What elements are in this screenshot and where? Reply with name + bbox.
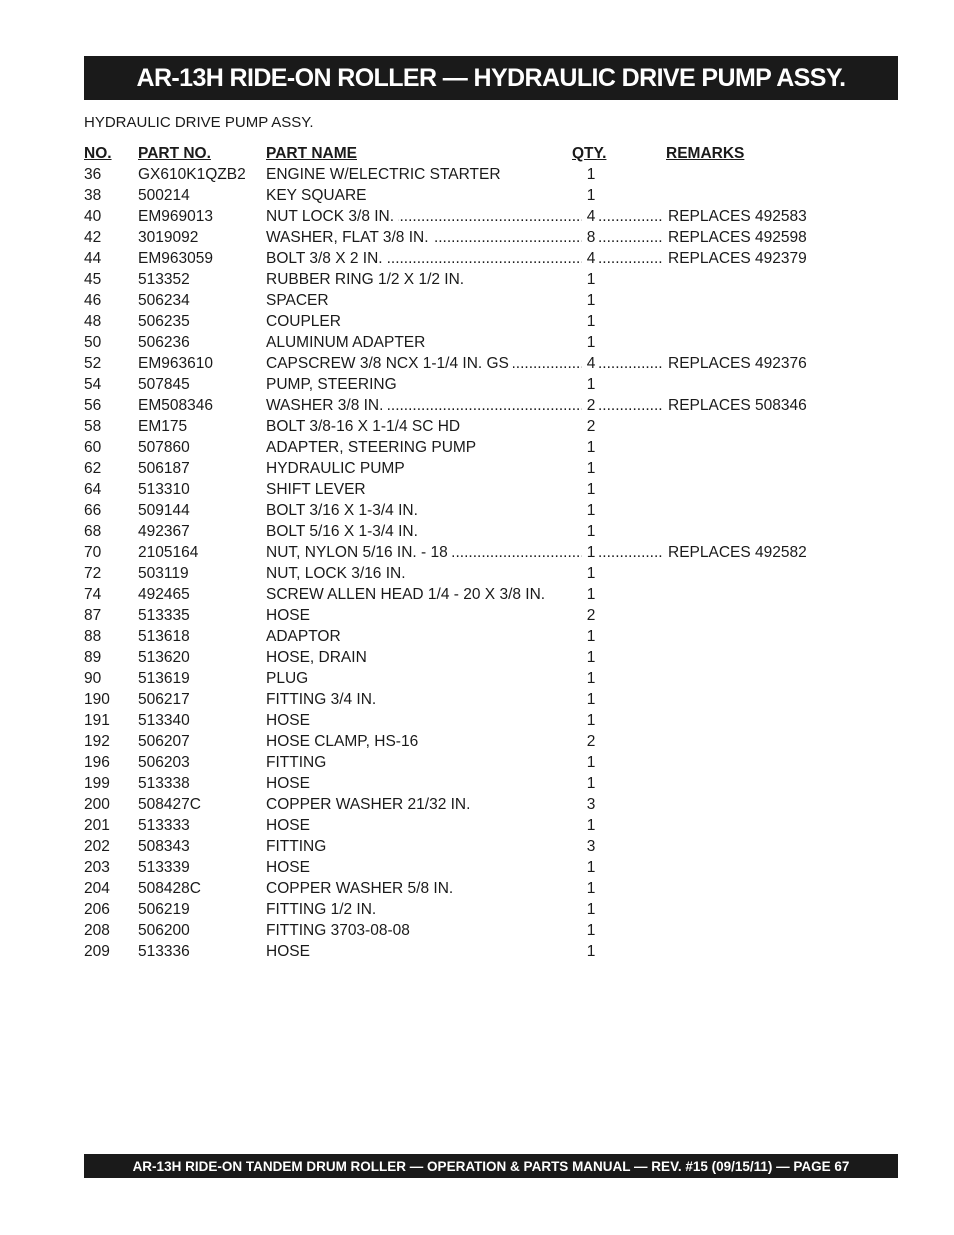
part-number: 507845 — [138, 376, 190, 393]
part-qty: 1 — [584, 941, 598, 962]
part-no-index: 36 — [84, 166, 102, 183]
part-no-index: 40 — [84, 208, 102, 225]
part-qty: 2 — [584, 605, 598, 626]
parts-row — [84, 878, 824, 899]
part-no-index: 42 — [84, 229, 102, 246]
part-qty: 4 — [584, 353, 598, 374]
parts-row — [84, 773, 824, 794]
parts-row — [84, 500, 824, 521]
part-name: FITTING 3/4 IN. — [266, 689, 380, 710]
part-no-index: 196 — [84, 754, 110, 771]
part-no-index: 90 — [84, 670, 102, 687]
part-name: FITTING — [266, 752, 330, 773]
part-qty: 1 — [584, 815, 598, 836]
part-name: PLUG — [266, 668, 312, 689]
part-name: BOLT 3/16 X 1-3/4 IN. — [266, 500, 422, 521]
part-name: HOSE — [266, 605, 314, 626]
parts-row — [84, 311, 824, 332]
parts-row — [84, 164, 824, 185]
part-remarks: REPLACES 508346 — [668, 397, 807, 414]
part-name: SHIFT LEVER — [266, 479, 370, 500]
header-qty: QTY. — [572, 145, 607, 162]
part-name: FITTING — [266, 836, 330, 857]
part-no-index: 68 — [84, 523, 102, 540]
part-name: FITTING 3703-08-08 — [266, 920, 414, 941]
part-qty: 1 — [584, 563, 598, 584]
part-name: COUPLER — [266, 311, 345, 332]
part-qty: 1 — [584, 626, 598, 647]
part-remarks: REPLACES 492598 — [668, 229, 807, 246]
part-qty: 2 — [584, 416, 598, 437]
parts-row — [84, 269, 824, 290]
part-number: 492367 — [138, 523, 190, 540]
part-number: EM963610 — [138, 355, 213, 372]
part-remarks: REPLACES 492379 — [668, 250, 807, 267]
dot-leader — [598, 206, 664, 227]
part-number: 513620 — [138, 649, 190, 666]
part-no-index: 87 — [84, 607, 102, 624]
part-qty: 1 — [584, 311, 598, 332]
part-name: HYDRAULIC PUMP — [266, 458, 409, 479]
part-qty: 1 — [584, 185, 598, 206]
part-number: 513339 — [138, 859, 190, 876]
page-title: AR-13H RIDE-ON ROLLER — HYDRAULIC DRIVE PUMP ASSY. — [136, 63, 846, 92]
part-no-index: 204 — [84, 880, 110, 897]
part-qty: 1 — [584, 479, 598, 500]
part-name: BOLT 3/8 X 2 IN. — [266, 248, 387, 269]
parts-row — [84, 857, 824, 878]
part-number: 506219 — [138, 901, 190, 918]
part-number: 506235 — [138, 313, 190, 330]
part-qty: 1 — [584, 920, 598, 941]
parts-row — [84, 836, 824, 857]
part-no-index: 45 — [84, 271, 102, 288]
part-no-index: 208 — [84, 922, 110, 939]
part-no-index: 190 — [84, 691, 110, 708]
part-qty: 1 — [584, 752, 598, 773]
part-number: 513333 — [138, 817, 190, 834]
part-name: HOSE — [266, 710, 314, 731]
part-qty: 1 — [584, 878, 598, 899]
part-name: BOLT 5/16 X 1-3/4 IN. — [266, 521, 422, 542]
part-number: 513338 — [138, 775, 190, 792]
part-qty: 1 — [584, 269, 598, 290]
part-name: NUT LOCK 3/8 IN. — [266, 206, 398, 227]
parts-row — [84, 920, 824, 941]
part-number: 506207 — [138, 733, 190, 750]
header-remarks: REMARKS — [666, 145, 745, 162]
parts-row — [84, 437, 824, 458]
part-no-index: 206 — [84, 901, 110, 918]
part-no-index: 50 — [84, 334, 102, 351]
part-number: 506203 — [138, 754, 190, 771]
part-qty: 1 — [584, 689, 598, 710]
part-qty: 1 — [584, 584, 598, 605]
part-remarks: REPLACES 492583 — [668, 208, 807, 225]
part-remarks: REPLACES 492582 — [668, 544, 807, 561]
parts-row — [84, 185, 824, 206]
part-name: HOSE — [266, 815, 314, 836]
part-number: EM175 — [138, 418, 188, 435]
header-part-no: PART NO. — [138, 145, 211, 162]
part-qty: 1 — [584, 899, 598, 920]
part-number: EM508346 — [138, 397, 213, 414]
parts-row — [84, 332, 824, 353]
part-number: 500214 — [138, 187, 190, 204]
parts-row — [84, 731, 824, 752]
part-number: 513335 — [138, 607, 190, 624]
part-qty: 1 — [584, 857, 598, 878]
parts-row — [84, 395, 824, 416]
part-number: 3019092 — [138, 229, 199, 246]
part-number: 508428C — [138, 880, 201, 897]
part-no-index: 88 — [84, 628, 102, 645]
part-number: 508343 — [138, 838, 190, 855]
part-no-index: 201 — [84, 817, 110, 834]
header-part-name: PART NAME — [266, 145, 357, 162]
part-no-index: 46 — [84, 292, 102, 309]
part-qty: 8 — [584, 227, 598, 248]
part-no-index: 60 — [84, 439, 102, 456]
dot-leader — [598, 542, 664, 563]
part-no-index: 64 — [84, 481, 102, 498]
part-name: COPPER WASHER 5/8 IN. — [266, 878, 457, 899]
part-name: WASHER 3/8 IN. — [266, 395, 387, 416]
part-qty: 1 — [584, 458, 598, 479]
part-qty: 1 — [584, 668, 598, 689]
part-no-index: 89 — [84, 649, 102, 666]
part-name: CAPSCREW 3/8 NCX 1-1/4 IN. GS — [266, 353, 513, 374]
dot-leader — [598, 395, 664, 416]
parts-row — [84, 794, 824, 815]
part-qty: 3 — [584, 794, 598, 815]
parts-row — [84, 899, 824, 920]
parts-list-header — [84, 143, 824, 164]
parts-row — [84, 479, 824, 500]
part-qty: 1 — [584, 500, 598, 521]
parts-row — [84, 227, 824, 248]
parts-row — [84, 290, 824, 311]
parts-row — [84, 458, 824, 479]
parts-row — [84, 584, 824, 605]
part-no-index: 202 — [84, 838, 110, 855]
part-number: 492465 — [138, 586, 190, 603]
part-no-index: 72 — [84, 565, 102, 582]
part-remarks: REPLACES 492376 — [668, 355, 807, 372]
page-title-bar — [84, 56, 898, 100]
part-name: BOLT 3/8-16 X 1-1/4 SC HD — [266, 416, 464, 437]
part-name: COPPER WASHER 21/32 IN. — [266, 794, 474, 815]
footer-bar — [84, 1154, 898, 1178]
part-name: HOSE, DRAIN — [266, 647, 371, 668]
part-name: WASHER, FLAT 3/8 IN. — [266, 227, 433, 248]
part-no-index: 74 — [84, 586, 102, 603]
part-number: 513618 — [138, 628, 190, 645]
part-number: 509144 — [138, 502, 190, 519]
part-number: 506187 — [138, 460, 190, 477]
dot-leader — [598, 353, 664, 374]
parts-row — [84, 521, 824, 542]
part-qty: 1 — [584, 437, 598, 458]
parts-row — [84, 416, 824, 437]
part-number: 508427C — [138, 796, 201, 813]
part-number: 513340 — [138, 712, 190, 729]
part-name: SCREW ALLEN HEAD 1/4 - 20 X 3/8 IN. — [266, 584, 549, 605]
parts-rows — [84, 164, 824, 962]
part-qty: 1 — [584, 332, 598, 353]
part-no-index: 54 — [84, 376, 102, 393]
parts-row — [84, 752, 824, 773]
parts-row — [84, 353, 824, 374]
part-qty: 2 — [584, 395, 598, 416]
parts-list — [84, 143, 824, 962]
part-number: EM969013 — [138, 208, 213, 225]
dot-leader — [598, 248, 664, 269]
part-no-index: 191 — [84, 712, 110, 729]
part-no-index: 192 — [84, 733, 110, 750]
part-name: HOSE CLAMP, HS-16 — [266, 731, 422, 752]
part-qty: 1 — [584, 710, 598, 731]
part-name: HOSE — [266, 857, 314, 878]
part-qty: 1 — [584, 773, 598, 794]
parts-row — [84, 605, 824, 626]
part-qty: 1 — [584, 521, 598, 542]
part-no-index: 56 — [84, 397, 102, 414]
part-qty: 1 — [584, 164, 598, 185]
parts-row — [84, 710, 824, 731]
part-qty: 2 — [584, 731, 598, 752]
part-number: 507860 — [138, 439, 190, 456]
parts-row — [84, 206, 824, 227]
part-name: KEY SQUARE — [266, 185, 371, 206]
part-name: FITTING 1/2 IN. — [266, 899, 380, 920]
part-number: 503119 — [138, 565, 189, 582]
part-number: 513352 — [138, 271, 190, 288]
part-qty: 1 — [584, 374, 598, 395]
part-number: GX610K1QZB2 — [138, 166, 246, 183]
parts-row — [84, 689, 824, 710]
part-number: 513336 — [138, 943, 190, 960]
part-no-index: 209 — [84, 943, 110, 960]
part-name: SPACER — [266, 290, 333, 311]
part-no-index: 38 — [84, 187, 102, 204]
part-no-index: 199 — [84, 775, 110, 792]
parts-row — [84, 248, 824, 269]
part-no-index: 52 — [84, 355, 102, 372]
part-qty: 4 — [584, 248, 598, 269]
part-name: ADAPTOR — [266, 626, 345, 647]
part-name: ADAPTER, STEERING PUMP — [266, 437, 480, 458]
part-name: NUT, LOCK 3/16 IN. — [266, 563, 410, 584]
part-name: ENGINE W/ELECTRIC STARTER — [266, 164, 505, 185]
part-number: 506236 — [138, 334, 190, 351]
part-no-index: 66 — [84, 502, 102, 519]
part-no-index: 70 — [84, 544, 102, 561]
parts-row — [84, 647, 824, 668]
part-no-index: 58 — [84, 418, 102, 435]
part-no-index: 44 — [84, 250, 102, 267]
part-name: HOSE — [266, 941, 314, 962]
part-qty: 1 — [584, 542, 598, 563]
part-name: RUBBER RING 1/2 X 1/2 IN. — [266, 269, 468, 290]
part-no-index: 62 — [84, 460, 102, 477]
part-qty: 1 — [584, 647, 598, 668]
part-number: 506200 — [138, 922, 190, 939]
part-name: PUMP, STEERING — [266, 374, 401, 395]
part-qty: 3 — [584, 836, 598, 857]
dot-leader — [598, 227, 664, 248]
section-title: HYDRAULIC DRIVE PUMP ASSY. — [84, 114, 314, 131]
parts-row — [84, 374, 824, 395]
part-qty: 4 — [584, 206, 598, 227]
part-number: EM963059 — [138, 250, 213, 267]
part-qty: 1 — [584, 290, 598, 311]
parts-row — [84, 626, 824, 647]
part-no-index: 48 — [84, 313, 102, 330]
parts-row — [84, 815, 824, 836]
part-number: 506217 — [138, 691, 190, 708]
part-number: 506234 — [138, 292, 190, 309]
part-name: NUT, NYLON 5/16 IN. - 18 — [266, 542, 452, 563]
part-no-index: 203 — [84, 859, 110, 876]
parts-row — [84, 563, 824, 584]
header-no: NO. — [84, 145, 112, 162]
part-number: 2105164 — [138, 544, 199, 561]
part-no-index: 200 — [84, 796, 110, 813]
footer-text: AR-13H RIDE-ON TANDEM DRUM ROLLER — OPERATION & PARTS MANUAL — REV. #15 (09/15/11) — PAGE 67 — [132, 1158, 850, 1174]
parts-row — [84, 668, 824, 689]
parts-row — [84, 542, 824, 563]
part-name: HOSE — [266, 773, 314, 794]
parts-row — [84, 941, 824, 962]
part-number: 513310 — [138, 481, 190, 498]
part-number: 513619 — [138, 670, 190, 687]
part-name: ALUMINUM ADAPTER — [266, 332, 429, 353]
